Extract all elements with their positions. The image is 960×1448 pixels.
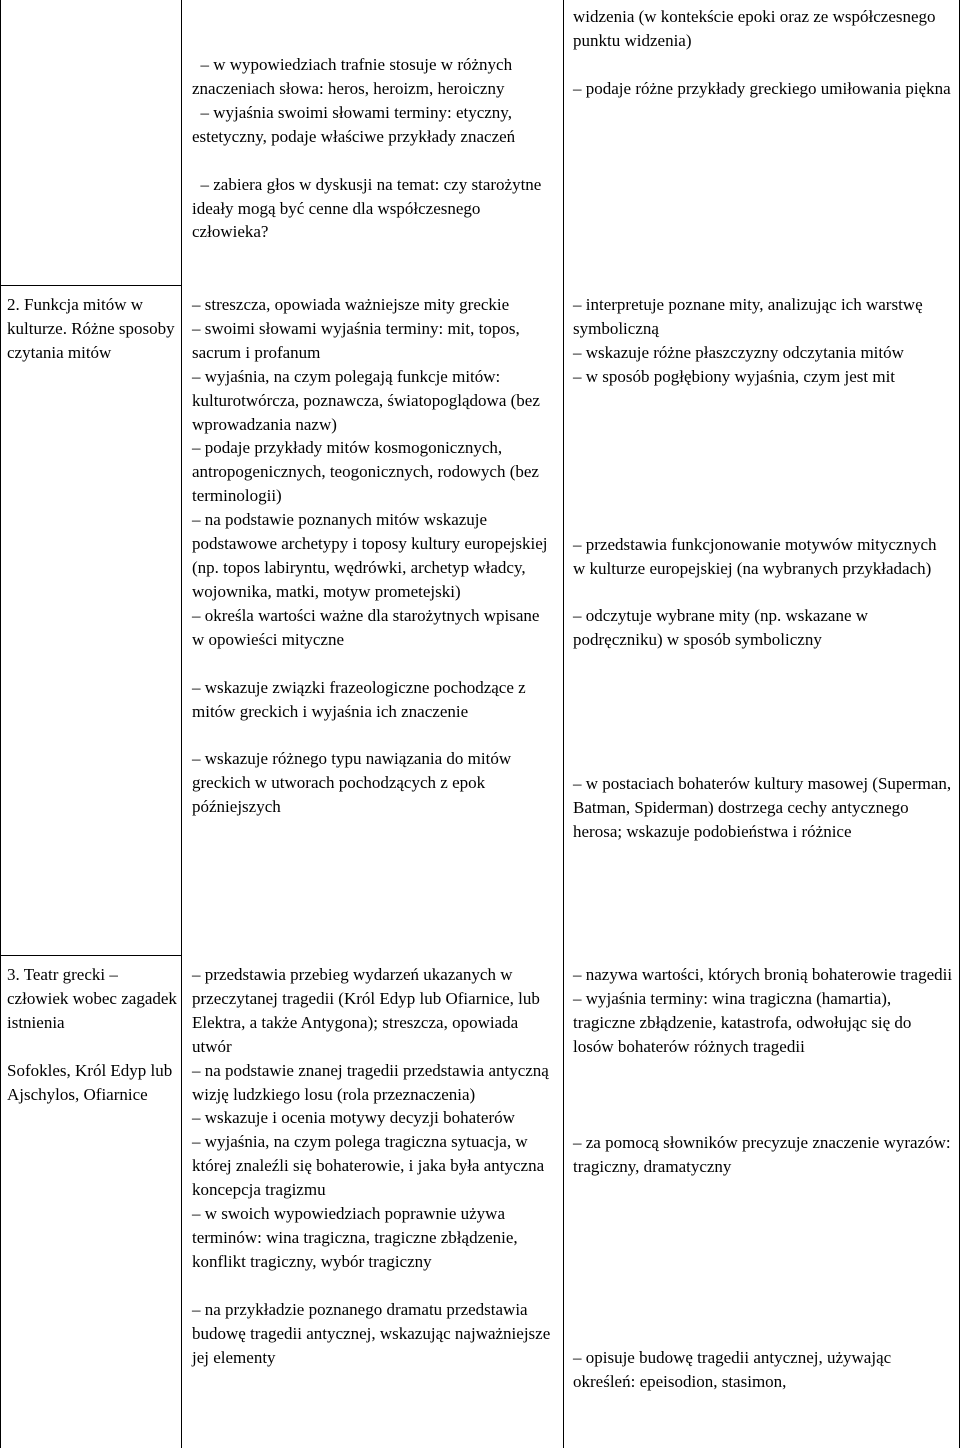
spacer <box>7 1035 179 1059</box>
spacer <box>573 652 953 772</box>
requirement-item: – wskazuje różne płaszczyzny odczytania mitów <box>573 342 904 362</box>
spacer <box>573 53 953 77</box>
requirement-item: – interpretuje poznane mity, analizując ich warstwę symboliczną <box>573 295 923 338</box>
requirement-item: – zabiera głos w dyskusji na temat: czy starożytne ideały mogą być cenne dla współczesnego człowieka? <box>192 174 542 242</box>
topic-title: 2. Funkcja mitów w kulturze. Różne sposoby czytania mitów <box>7 295 175 362</box>
requirement-item: – na podstawie znanej tragedii przedstawia antyczną wizję ludzkiego losu (rola przeznaczenia) <box>192 1060 549 1104</box>
requirement-item: – wyjaśnia, na czym polega tragiczna sytuacja, w której znaleźli się bohaterowie, i jaka była antyczna koncepcja tragizmu <box>192 1132 545 1200</box>
spacer <box>192 1274 554 1298</box>
requirement-item: – w postaciach bohaterów kultury masowej (Superman, Batman, Spiderman) dostrzega cechy antycznego herosa; wskazuje podobieństwa i różnice <box>573 774 952 842</box>
requirement-item: – wskazuje związki frazeologiczne pochodzące z mitów greckich i wyjaśnia ich znaczenie <box>192 677 526 721</box>
requirement-item: – określa wartości ważne dla starożytnych wpisane w opowieści mityczne <box>192 605 540 649</box>
requirement-item: – na przykładzie poznanego dramatu przedstawia budowę tragedii antycznej, wskazując najważniejsze jej elementy <box>192 1299 551 1367</box>
topic-title: 3. Teatr grecki – człowiek wobec zagadek istnienia <box>7 965 177 1032</box>
requirement-item: – przedstawia przebieg wydarzeń ukazanych w przeczytanej tragedii (Król Edyp lub Ofiarnice, lub Elektra, a także Antygona); streszcza, opowiada utwór <box>192 965 540 1056</box>
spacer <box>573 1059 953 1131</box>
requirement-item: – wskazuje i ocenia motywy decyzji bohaterów <box>192 1108 515 1128</box>
requirement-item: – swoimi słowami wyjaśnia terminy: mit, topos, sacrum i profanum <box>192 318 520 362</box>
requirement-item: – wyjaśnia, na czym polegają funkcje mitów: kulturotwórcza, poznawcza, światopoglądowa (bez wprowadzania nazw) <box>192 366 540 434</box>
requirement-item: – za pomocą słowników precyzuje znaczenie wyrazów: tragiczny, dramatyczny <box>573 1132 951 1176</box>
column-divider-1 <box>181 0 182 1448</box>
requirement-item: – w wypowiedziach trafnie stosuje w różnych znaczeniach słowa: heros, heroizm, heroiczny <box>192 55 513 98</box>
requirement-item: widzenia (w kontekście epoki oraz ze współczesnego punktu widzenia) <box>573 7 936 50</box>
requirement-item: – na podstawie poznanych mitów wskazuje podstawowe archetypy i toposy kultury europejskiej (np. topos labiryntu, wędrówki, archetyp władcy, wojownika, matki, motyw prometejski) <box>192 510 548 601</box>
requirement-item: – podaje przykłady mitów kosmogonicznych, antropogenicznych, teogonicznych, rodowych (bez terminologii) <box>192 438 539 506</box>
requirement-item: – opisuje budowę tragedii antycznej, używając określeń: epeisodion, stasimon, <box>573 1348 892 1392</box>
row1-basic-cell <box>192 53 554 244</box>
spacer <box>573 1178 953 1346</box>
spacer <box>192 149 554 173</box>
requirement-item: – wyjaśnia swoimi słowami terminy: etyczny, estetyczny, podaje właściwe przykłady znaczeń <box>192 102 516 146</box>
requirement-item: – nazywa wartości, których bronią bohaterowie tragedii <box>573 965 953 984</box>
requirement-item: – w swoich wypowiedziach poprawnie używa terminów: wina tragiczna, tragiczne zbłądzenie, konflikt tragiczny, wybór tragiczny <box>192 1204 518 1271</box>
row2-basic-cell <box>192 293 554 819</box>
row-divider-2 <box>0 955 181 956</box>
requirement-item: – wyjaśnia terminy: wina tragiczna (hamartia), tragiczne zbłądzenie, katastrofa, odwołując się do losów bohaterów różnych tragedii <box>573 988 912 1056</box>
spacer <box>192 723 554 747</box>
table-border-left <box>0 0 1 1448</box>
requirement-item: – wskazuje różnego typu nawiązania do mitów greckich w utworach pochodzących z epok późniejszych <box>192 749 512 817</box>
requirement-item: – odczytuje wybrane mity (np. wskazane w podręczniku) w sposób symboliczny <box>573 606 869 650</box>
row2-topic-cell <box>7 293 179 365</box>
row1-extended-cell <box>573 5 953 101</box>
column-divider-2 <box>563 0 564 1448</box>
spacer <box>573 580 953 604</box>
topic-readings: Sofokles, Król Edyp lub Ajschylos, Ofiarnice <box>7 1060 173 1104</box>
requirement-item: – podaje różne przykłady greckiego umiłowania piękna <box>573 78 951 98</box>
spacer <box>192 652 554 676</box>
spacer <box>573 389 953 533</box>
requirement-item: – streszcza, opowiada ważniejsze mity greckie <box>192 295 510 314</box>
row3-topic-cell <box>7 963 179 1107</box>
row-divider-1 <box>0 285 181 286</box>
row3-extended-cell <box>573 963 953 1394</box>
requirement-item: – w sposób pogłębiony wyjaśnia, czym jest mit <box>573 366 896 386</box>
row3-basic-cell <box>192 963 554 1370</box>
row2-extended-cell <box>573 293 953 844</box>
requirement-item: – przedstawia funkcjonowanie motywów mitycznych w kulturze europejskiej (na wybranych przykładach) <box>573 534 937 578</box>
